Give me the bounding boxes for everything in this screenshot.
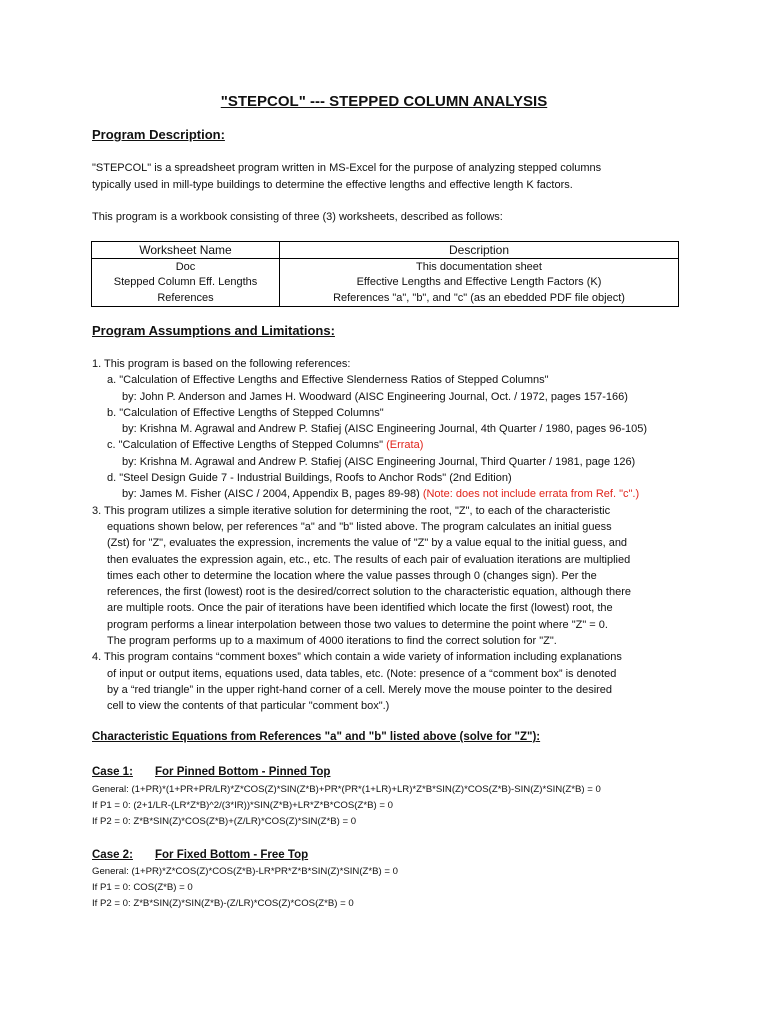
table-row: [92, 290, 679, 306]
table-row: [92, 275, 679, 291]
case-2-heading: [92, 849, 308, 861]
list-item: 1. This program is based on the following references:: [92, 358, 351, 370]
case-2-title: For Fixed Bottom - Free Top: [155, 849, 309, 861]
list-item: a. "Calculation of Effective Lengths and Effective Slenderness Ratios of Stepped Columns": [107, 374, 549, 387]
assumptions-list: [92, 356, 692, 715]
list-item: by a “red triangle” in the upper right-hand corner of a cell. Merely move the mouse pointer to the desired: [107, 683, 613, 696]
case-1-title: For Pinned Bottom - Pinned Top: [155, 766, 331, 778]
reference-d-author: by: James M. Fisher (AISC / 2004, Appendix B, pages 89-98): [122, 488, 420, 501]
case-2-general-equation: General: (1+PR)*Z*COS(Z)*COS(Z*B)-LR*PR*Z*B*SIN(Z)*SIN(Z*B) = 0: [92, 866, 398, 877]
table-header-row: [92, 242, 679, 259]
case-2-label: Case 2:: [92, 849, 133, 861]
reference-c-title: c. "Calculation of Effective Lengths of Stepped Columns": [107, 439, 384, 452]
table-row: [92, 259, 679, 275]
list-item: [92, 486, 692, 502]
list-item: 4. This program contains “comment boxes” which contain a wide variety of information including explanations: [92, 651, 622, 664]
table-cell: Effective Lengths and Effective Length Factors (K): [280, 275, 679, 291]
list-item: b. "Calculation of Effective Lengths of Stepped Columns": [107, 406, 384, 419]
workbook-intro: This program is a workbook consisting of three (3) worksheets, described as follows:: [92, 211, 503, 223]
list-item: The program performs up to a maximum of 4000 iterations to find the correct solution for "Z".: [107, 635, 557, 648]
case-1-heading: [92, 766, 330, 778]
errata-note: (Errata): [386, 439, 424, 452]
worksheet-table: [91, 241, 679, 307]
description-line: typically used in mill-type buildings to determine the effective lengths and effective length K factors.: [92, 179, 573, 191]
list-item: by: Krishna M. Agrawal and Andrew P. Stafiej (AISC Engineering Journal, 4th Quarter / 1980, pages 96-105): [122, 423, 648, 436]
list-item: [92, 437, 692, 453]
case-1-general-equation: General: (1+PR)*(1+PR+PR/LR)*Z*COS(Z)*SIN(Z*B)+PR*(PR*(1+LR)+LR)*Z*B*SIN(Z)*COS(Z*B)-SIN(Z)*SIN(Z*B) = 0: [92, 784, 601, 795]
equations-heading: Characteristic Equations from References "a" and "b" listed above (solve for "Z"):: [92, 731, 541, 743]
list-item: program performs a linear interpolation between those two values to determine the point where "Z" = 0.: [107, 618, 608, 631]
table-cell: References "a", "b", and "c" (as an ebedded PDF file object): [280, 290, 679, 306]
list-item: are multiple roots. Once the pair of iterations have been identified which locate the first (lowest) root, the: [107, 602, 613, 615]
assumptions-heading: Program Assumptions and Limitations:: [92, 323, 335, 338]
list-item: cell to view the contents of that particular "comment box".): [107, 700, 390, 713]
table-cell: This documentation sheet: [280, 259, 679, 275]
errata-warning: (Note: does not include errata from Ref. "c".): [422, 488, 640, 501]
table-cell: References: [92, 290, 280, 306]
list-item: of input or output items, equations used, data tables, etc. (Note: presence of a “comment box” is denoted: [107, 667, 617, 680]
description-paragraph: [92, 160, 692, 194]
list-item: then evaluates the expression again, etc., etc. The results of each pair of evaluation iterations are multiplied: [107, 553, 631, 566]
description-line: "STEPCOL" is a spreadsheet program written in MS-Excel for the purpose of analyzing stepped columns: [92, 162, 602, 174]
program-description-heading: Program Description:: [92, 127, 225, 142]
list-item: equations shown below, per references "a" and "b" listed above. The program calculates an initial guess: [107, 520, 612, 533]
table-cell: Stepped Column Eff. Lengths: [92, 275, 280, 291]
list-item: by: John P. Anderson and James H. Woodward (AISC Engineering Journal, Oct. / 1972, pages 157-166): [122, 390, 628, 403]
list-item: references, the first (lowest) root is the desired/correct solution to the characteristic equation, although there: [107, 586, 631, 599]
list-item: by: Krishna M. Agrawal and Andrew P. Stafiej (AISC Engineering Journal, Third Quarter / 1981, page 126): [122, 455, 636, 468]
list-item: times each other to determine the location where the value passes through 0 (changes sign). Per the: [107, 569, 597, 582]
case-1-p2-equation: If P2 = 0: Z*B*SIN(Z)*COS(Z*B)+(Z/LR)*COS(Z)*SIN(Z*B) = 0: [92, 816, 357, 827]
list-item: 3. This program utilizes a simple iterative solution for determining the root, "Z", to each of the characteristic: [92, 504, 611, 517]
list-item: (Zst) for "Z", evaluates the expression, increments the value of "Z" by a value equal to the initial guess, and: [107, 537, 628, 550]
list-item: d. "Steel Design Guide 7 - Industrial Buildings, Roofs to Anchor Rods" (2nd Edition): [107, 472, 512, 485]
case-1-p1-equation: If P1 = 0: (2+1/LR-(LR*Z*B)^2/(3*IR))*SIN(Z*B)+LR*Z*B*COS(Z*B) = 0: [92, 800, 393, 811]
table-cell: Doc: [92, 259, 280, 275]
table-header-description: Description: [280, 242, 679, 259]
case-1-label: Case 1:: [92, 766, 133, 778]
case-2-p2-equation: If P2 = 0: Z*B*SIN(Z)*SIN(Z*B)-(Z/LR)*COS(Z)*COS(Z*B) = 0: [92, 898, 354, 909]
page-title: "STEPCOL" --- STEPPED COLUMN ANALYSIS: [220, 93, 548, 110]
case-2-p1-equation: If P1 = 0: COS(Z*B) = 0: [92, 882, 193, 893]
table-header-worksheet-name: Worksheet Name: [92, 242, 280, 259]
